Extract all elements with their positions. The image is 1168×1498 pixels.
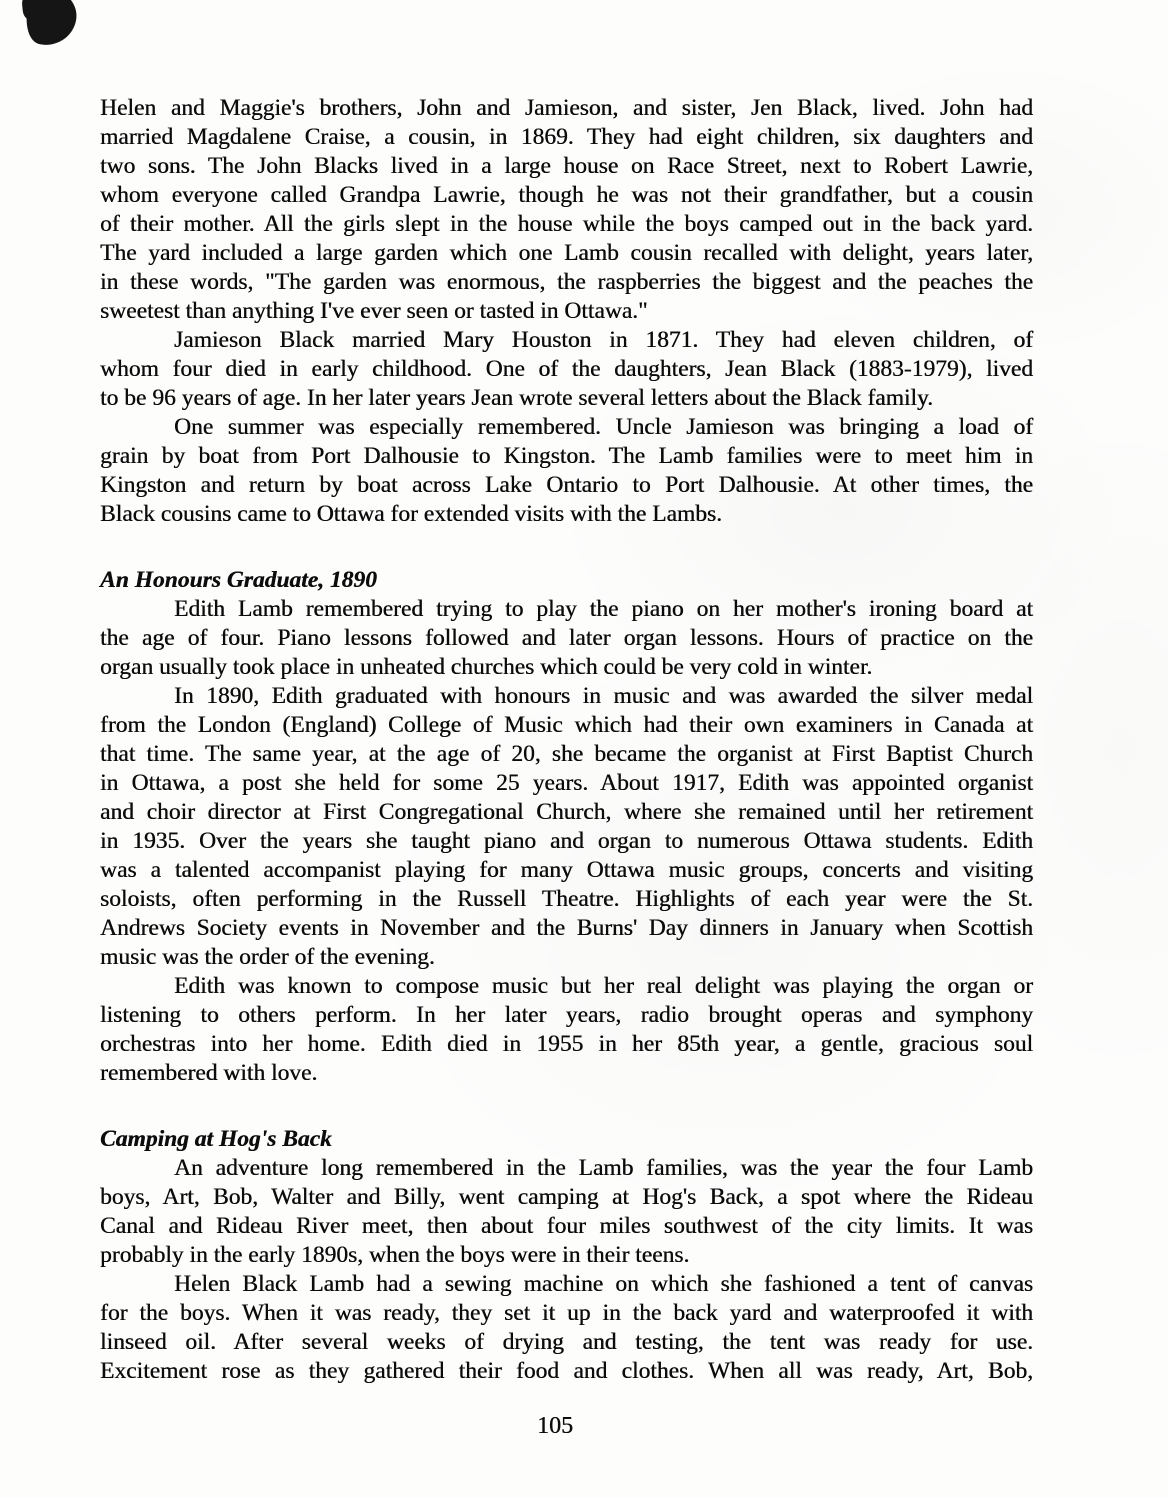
text-line: for the boys. When it was ready, they set it up in the back yard and waterproofed it with xyxy=(100,1300,1033,1326)
text-line: grain by boat from Port Dalhousie to Kingston. The Lamb families were to meet him in xyxy=(100,443,1033,469)
text-line: Edith Lamb remembered trying to play the piano on her mother's ironing board at xyxy=(174,596,1033,622)
text-line: orchestras into her home. Edith died in 1955 in her 85th year, a gentle, gracious soul xyxy=(100,1031,1033,1057)
text-line: linseed oil. After several weeks of drying and testing, the tent was ready for use. xyxy=(100,1329,1033,1355)
text-line: Andrews Society events in November and the Burns' Day dinners in January when Scottish xyxy=(100,915,1033,941)
paragraph xyxy=(100,1154,1033,1270)
text-line: was a talented accompanist playing for many Ottawa music groups, concerts and visiting xyxy=(100,857,1033,883)
text-line: One summer was especially remembered. Uncle Jamieson was bringing a load of xyxy=(174,414,1033,440)
paragraph xyxy=(100,326,1033,413)
paragraph xyxy=(100,972,1033,1088)
text-line: Kingston and return by boat across Lake Ontario to Port Dalhousie. At other times, the xyxy=(100,472,1033,498)
text-line: listening to others perform. In her later years, radio brought operas and symphony xyxy=(100,1002,1033,1028)
page-content xyxy=(100,94,1033,1386)
text-line: in Ottawa, a post she held for some 25 years. About 1917, Edith was appointed organist xyxy=(100,770,1033,796)
text-line: in these words, "The garden was enormous, the raspberries the biggest and the peaches the xyxy=(100,269,1033,295)
text-line: In 1890, Edith graduated with honours in music and was awarded the silver medal xyxy=(174,683,1033,709)
text-line: in 1935. Over the years she taught piano and organ to numerous Ottawa students. Edith xyxy=(100,828,1033,854)
text-line: Jamieson Black married Mary Houston in 1871. They had eleven children, of xyxy=(174,327,1033,353)
text-line: of their mother. All the girls slept in the house while the boys camped out in the back yard. xyxy=(100,211,1033,237)
paragraph xyxy=(100,682,1033,972)
text-line: whom four died in early childhood. One of the daughters, Jean Black (1883-1979), lived xyxy=(100,356,1033,382)
text-line: Helen Black Lamb had a sewing machine on which she fashioned a tent of canvas xyxy=(174,1271,1033,1297)
text-line: music was the order of the evening. xyxy=(100,944,435,970)
text-line: that time. The same year, at the age of 20, she became the organist at First Baptist Church xyxy=(100,741,1033,767)
scan-artifact-blob xyxy=(21,0,82,51)
text-line: boys, Art, Bob, Walter and Billy, went camping at Hog's Back, a spot where the Rideau xyxy=(100,1184,1033,1210)
text-line: The yard included a large garden which one Lamb cousin recalled with delight, years later, xyxy=(100,240,1033,266)
text-line: Helen and Maggie's brothers, John and Jamieson, and sister, Jen Black, lived. John had xyxy=(100,95,1033,121)
text-line: remembered with love. xyxy=(100,1060,318,1086)
text-line: married Magdalene Craise, a cousin, in 1869. They had eight children, six daughters and xyxy=(100,124,1033,150)
text-line: Excitement rose as they gathered their food and clothes. When all was ready, Art, Bob, xyxy=(100,1358,1033,1384)
section-heading: Camping at Hog's Back xyxy=(100,1126,332,1152)
section-heading: An Honours Graduate, 1890 xyxy=(100,567,377,593)
text-line: organ usually took place in unheated churches which could be very cold in winter. xyxy=(100,654,873,680)
text-line: soloists, often performing in the Russell Theatre. Highlights of each year were the St. xyxy=(100,886,1033,912)
paragraph xyxy=(100,413,1033,529)
text-line: Black cousins came to Ottawa for extended visits with the Lambs. xyxy=(100,501,722,527)
text-line: probably in the early 1890s, when the boys were in their teens. xyxy=(100,1242,690,1268)
paragraph xyxy=(100,1270,1033,1386)
text-line: from the London (England) College of Music which had their own examiners in Canada at xyxy=(100,712,1033,738)
text-line: and choir director at First Congregational Church, where she remained until her retirement xyxy=(100,799,1033,825)
paragraph xyxy=(100,595,1033,682)
paragraph xyxy=(100,94,1033,326)
text-line: sweetest than anything I've ever seen or tasted in Ottawa." xyxy=(100,298,648,324)
text-line: the age of four. Piano lessons followed and later organ lessons. Hours of practice on the xyxy=(100,625,1033,651)
text-line: Edith was known to compose music but her real delight was playing the organ or xyxy=(174,973,1033,999)
text-line: An adventure long remembered in the Lamb families, was the year the four Lamb xyxy=(174,1155,1033,1181)
text-line: two sons. The John Blacks lived in a large house on Race Street, next to Robert Lawrie, xyxy=(100,153,1033,179)
text-line: to be 96 years of age. In her later years Jean wrote several letters about the Black family. xyxy=(100,385,934,411)
text-line: Canal and Rideau River meet, then about four miles southwest of the city limits. It was xyxy=(100,1213,1033,1239)
text-line: whom everyone called Grandpa Lawrie, though he was not their grandfather, but a cousin xyxy=(100,182,1033,208)
page-number: 105 xyxy=(537,1413,573,1439)
